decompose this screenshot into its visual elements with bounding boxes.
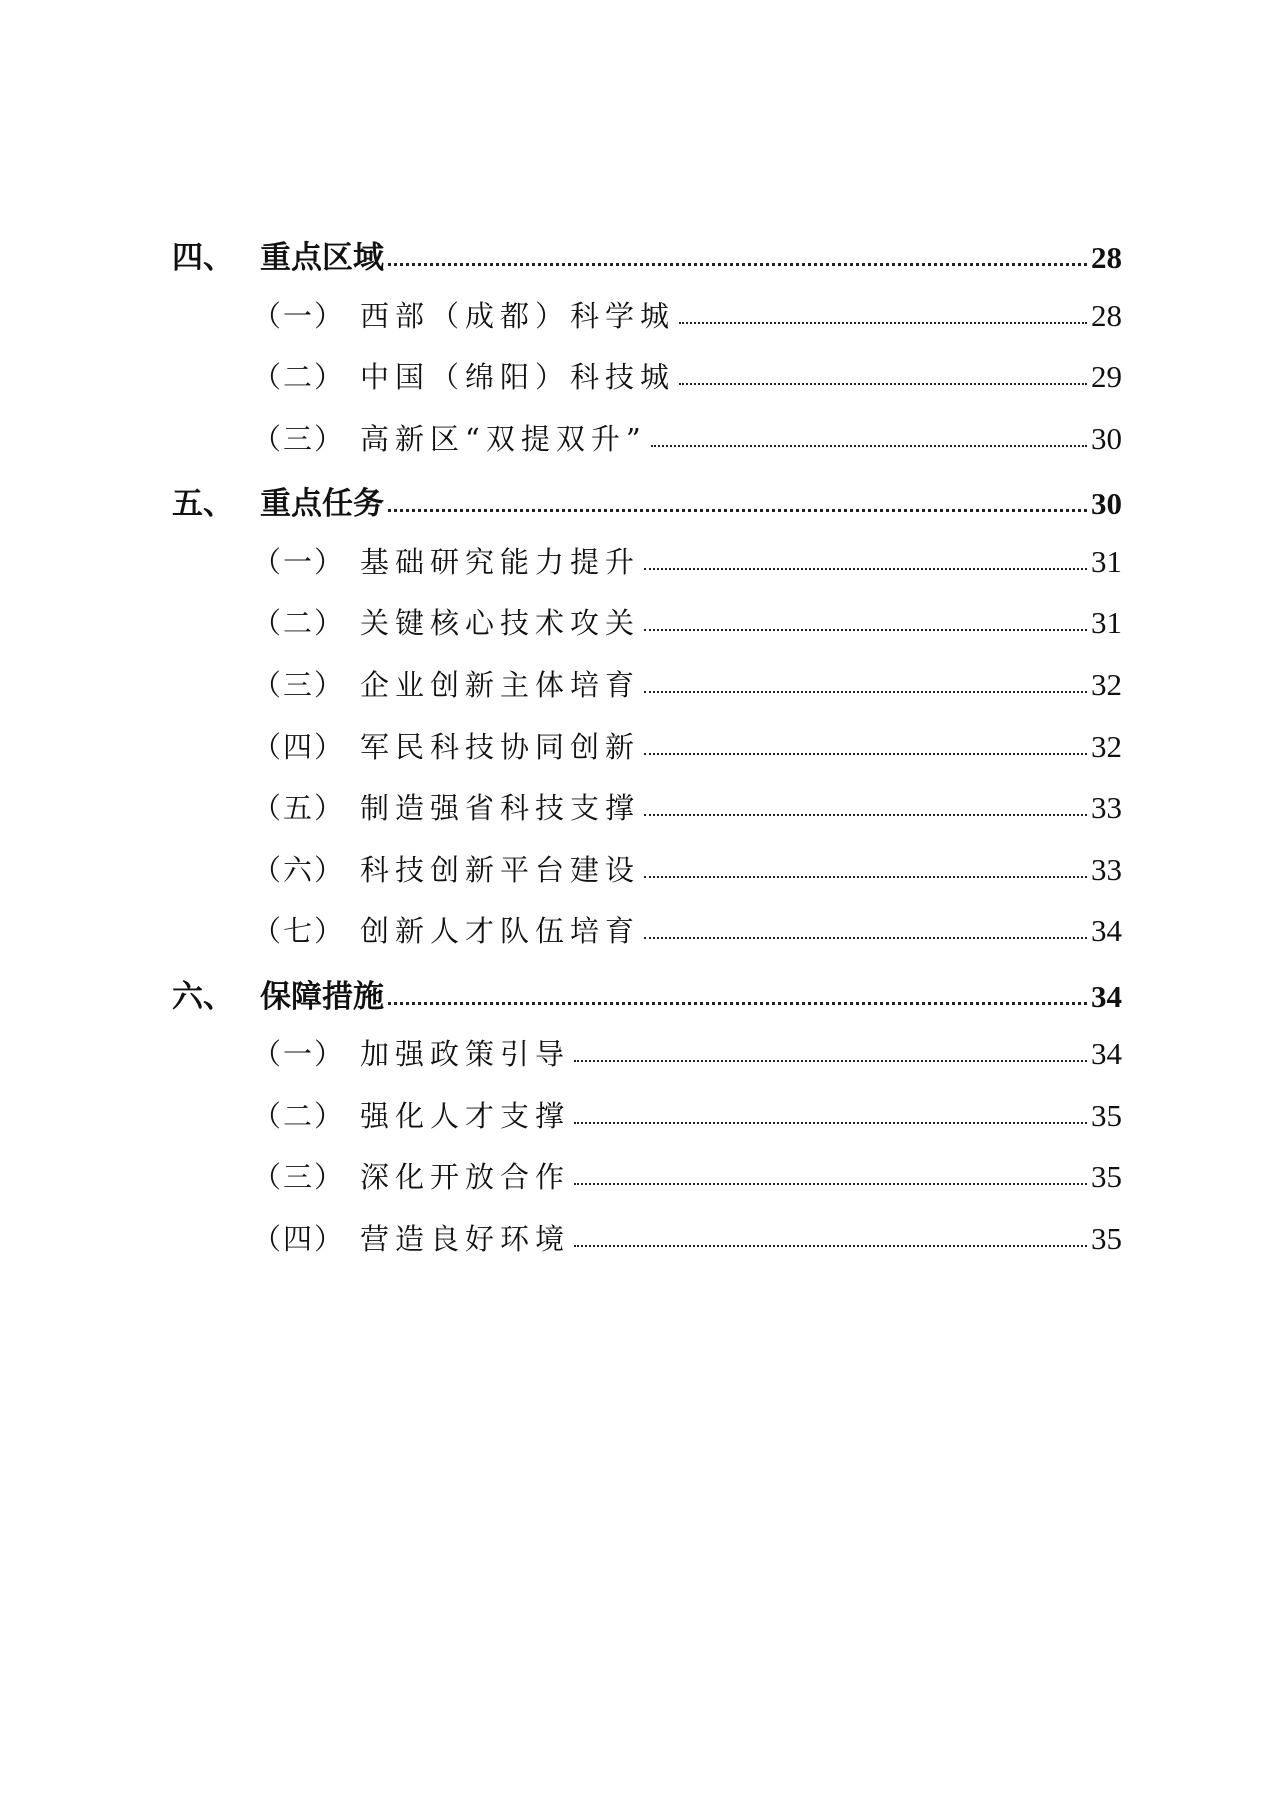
page-number: 34 [1091, 979, 1122, 1014]
item-number: （一） [252, 1037, 346, 1071]
dot-leader [388, 263, 1087, 266]
item-number: （四） [252, 730, 346, 764]
item-title: 强化人才支撑 [360, 1099, 571, 1133]
item-title: 中国（绵阳）科技城 [360, 360, 676, 394]
toc-item-5-3[interactable] [252, 663, 1122, 704]
toc-item-6-1[interactable] [252, 1032, 1122, 1073]
toc-item-5-2[interactable] [252, 601, 1122, 642]
item-number: （三） [252, 668, 346, 702]
item-title: 制造强省科技支撑 [360, 791, 641, 825]
toc-item-6-4[interactable] [252, 1217, 1122, 1258]
dot-leader [574, 1245, 1087, 1247]
toc-section-6[interactable] [172, 971, 1122, 1016]
page-number: 31 [1091, 544, 1122, 579]
dot-leader [644, 753, 1087, 755]
page-number: 35 [1091, 1159, 1122, 1194]
page-number: 33 [1091, 790, 1122, 825]
dot-leader [644, 814, 1087, 816]
item-number: （二） [252, 360, 346, 394]
item-title: 科技创新平台建设 [360, 853, 641, 887]
toc-item-5-1[interactable] [252, 540, 1122, 581]
dot-leader [679, 322, 1087, 324]
item-title: 企业创新主体培育 [360, 668, 641, 702]
section-title: 重点任务 [260, 486, 384, 522]
section-title: 重点区域 [260, 240, 384, 276]
item-number: （六） [252, 853, 346, 887]
item-number: （五） [252, 791, 346, 825]
dot-leader [574, 1183, 1087, 1185]
toc-item-4-1[interactable] [252, 294, 1122, 335]
item-number: （一） [252, 299, 346, 333]
toc-item-5-5[interactable] [252, 786, 1122, 827]
dot-leader [644, 568, 1087, 570]
item-title: 关键核心技术攻关 [360, 606, 641, 640]
item-number: （二） [252, 1099, 346, 1133]
item-title: 高新区“双提双升” [360, 422, 647, 456]
page-number: 29 [1091, 359, 1122, 394]
item-number: （三） [252, 422, 346, 456]
page-number: 30 [1091, 421, 1122, 456]
dot-leader [651, 445, 1087, 447]
page-number: 34 [1091, 1036, 1122, 1071]
dot-leader [574, 1122, 1087, 1124]
toc-item-5-4[interactable] [252, 725, 1122, 766]
item-number: （二） [252, 606, 346, 640]
item-title: 军民科技协同创新 [360, 730, 641, 764]
toc-item-6-2[interactable] [252, 1094, 1122, 1135]
page-number: 30 [1091, 486, 1122, 521]
dot-leader [644, 629, 1087, 631]
dot-leader [388, 1002, 1087, 1005]
item-title: 基础研究能力提升 [360, 545, 641, 579]
toc-item-4-3[interactable] [252, 417, 1122, 458]
dot-leader [644, 937, 1087, 939]
page-number: 32 [1091, 667, 1122, 702]
item-title: 加强政策引导 [360, 1037, 571, 1071]
section-number: 五、 [172, 486, 234, 522]
dot-leader [679, 383, 1087, 385]
toc-item-6-3[interactable] [252, 1155, 1122, 1196]
dot-leader [388, 509, 1087, 512]
page-number: 28 [1091, 240, 1122, 275]
item-title: 创新人才队伍培育 [360, 914, 641, 948]
toc-section-4[interactable] [172, 232, 1122, 277]
page-number: 32 [1091, 729, 1122, 764]
toc-item-5-6[interactable] [252, 848, 1122, 889]
section-title: 保障措施 [260, 979, 384, 1015]
section-number: 六、 [172, 979, 234, 1015]
page-number: 35 [1091, 1098, 1122, 1133]
dot-leader [574, 1060, 1087, 1062]
dot-leader [644, 691, 1087, 693]
dot-leader [644, 876, 1087, 878]
item-title: 西部（成都）科学城 [360, 299, 676, 333]
page-number: 34 [1091, 913, 1122, 948]
item-number: （一） [252, 545, 346, 579]
page-number: 28 [1091, 298, 1122, 333]
toc-item-4-2[interactable] [252, 355, 1122, 396]
page-number: 33 [1091, 852, 1122, 887]
item-number: （四） [252, 1222, 346, 1256]
page-number: 31 [1091, 605, 1122, 640]
section-number: 四、 [172, 240, 234, 276]
toc-section-5[interactable] [172, 478, 1122, 523]
item-title: 营造良好环境 [360, 1222, 571, 1256]
item-number: （三） [252, 1160, 346, 1194]
toc-item-5-7[interactable] [252, 909, 1122, 950]
page-number: 35 [1091, 1221, 1122, 1256]
item-title: 深化开放合作 [360, 1160, 571, 1194]
item-number: （七） [252, 914, 346, 948]
